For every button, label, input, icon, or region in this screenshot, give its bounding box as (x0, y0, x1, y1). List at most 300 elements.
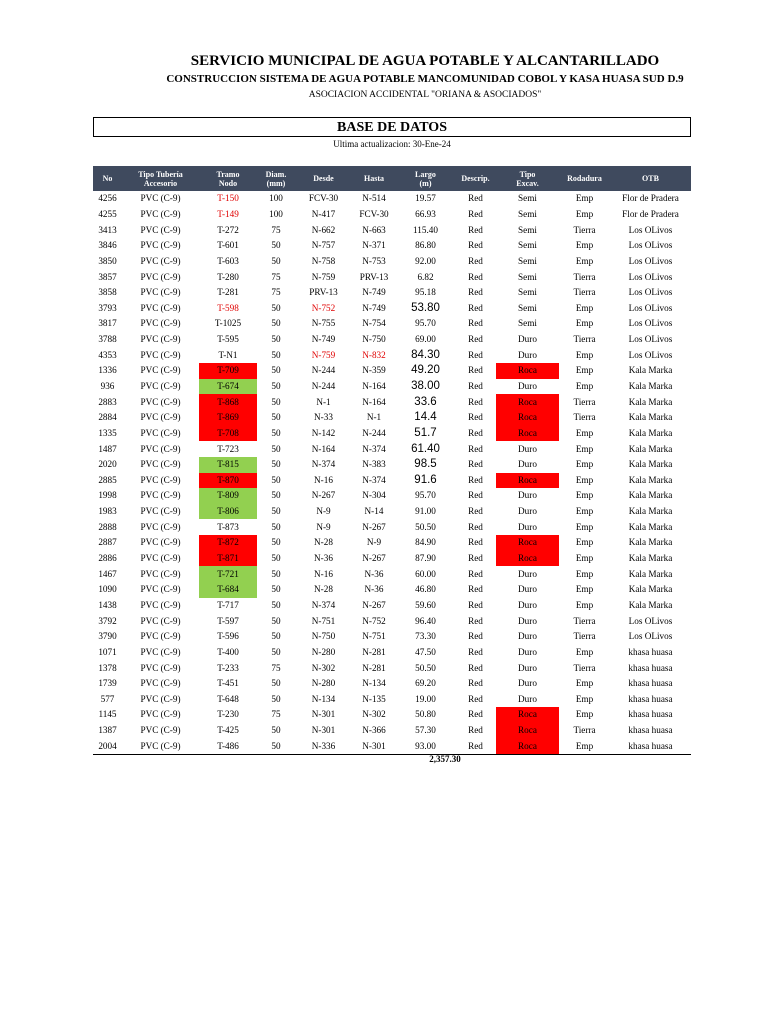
to-node-cell: N-514 (362, 193, 386, 204)
pipe-type-cell: PVC (C-9) (140, 240, 181, 251)
length-cell: 84.30 (411, 348, 440, 361)
surface-type-cell: Emp (575, 443, 594, 454)
length-cell: 98.5 (414, 458, 437, 471)
to-node-cell: N-752 (362, 615, 386, 626)
from-node-cell: N-1 (316, 396, 331, 407)
otb-cell: khasa huasa (628, 662, 673, 673)
otb-cell: Kala Marka (628, 521, 673, 532)
surface-type-cell: Emp (575, 693, 594, 704)
length-cell: 96.40 (415, 615, 436, 626)
from-node-cell: N-336 (295, 738, 352, 754)
diameter-cell: 50 (271, 427, 281, 438)
length-cell: 6.82 (417, 271, 434, 282)
excavation-type-cell: Semi (518, 255, 537, 266)
segment-id-cell: T-603 (217, 255, 239, 266)
from-node-cell: N-33 (314, 412, 333, 423)
diameter-cell: 50 (271, 302, 281, 313)
description-cell: Red (468, 506, 483, 517)
from-node-cell: N-142 (311, 427, 336, 438)
surface-type-cell: Emp (575, 255, 594, 266)
total-length: 2,357.30 (429, 754, 461, 764)
otb-cell: Los OLivos (628, 615, 673, 626)
segment-id-cell: T-873 (217, 521, 239, 532)
diameter-cell: 50 (271, 599, 281, 610)
from-node-cell: N-749 (311, 334, 336, 345)
length-cell: 69.20 (415, 678, 436, 689)
from-node-cell: N-280 (311, 678, 336, 689)
description-cell: Red (468, 255, 483, 266)
description-cell: Red (468, 208, 483, 219)
length-cell: 73.30 (415, 631, 436, 642)
surface-type-cell: Emp (575, 459, 594, 470)
from-node-cell: N-374 (311, 459, 336, 470)
from-node-cell: N-755 (311, 318, 336, 329)
surface-type-cell: Emp (575, 646, 594, 657)
diameter-cell: 50 (271, 349, 281, 360)
surface-type-cell: Tierra (573, 287, 596, 298)
from-node-cell: N-750 (311, 631, 336, 642)
otb-cell: khasa huasa (628, 693, 673, 704)
from-node-cell: N-16 (314, 568, 333, 579)
table-row (93, 363, 691, 379)
from-node-cell: N-752 (311, 302, 336, 313)
excavation-type-cell: Semi (518, 318, 537, 329)
excavation-type-cell: Duro (518, 459, 537, 470)
description-cell: Red (468, 334, 483, 345)
row-number-cell: 577 (100, 693, 115, 704)
surface-type-cell: Emp (575, 490, 594, 501)
row-number-cell: 3790 (98, 631, 117, 642)
otb-cell: Los OLivos (628, 302, 673, 313)
diameter-cell: 50 (271, 459, 281, 470)
table-row (93, 379, 691, 395)
from-node-cell: N-9 (316, 521, 331, 532)
surface-type-cell: Emp (575, 553, 594, 564)
length-cell: 95.70 (415, 318, 436, 329)
to-node-cell: N-359 (362, 365, 386, 376)
diameter-cell: 75 (271, 662, 281, 673)
diameter-cell: 50 (271, 443, 281, 454)
from-node-cell: N-751 (311, 615, 336, 626)
excavation-type-cell: Duro (518, 349, 537, 360)
table-row (93, 551, 691, 567)
length-cell: 91.6 (414, 473, 437, 486)
pipe-type-cell: PVC (C-9) (140, 553, 181, 564)
otb-cell: Los OLivos (628, 287, 673, 298)
segment-id-cell: T-595 (217, 334, 239, 345)
diameter-cell: 50 (271, 615, 281, 626)
description-cell: Red (468, 725, 483, 736)
surface-type-cell: Emp (575, 599, 594, 610)
description-cell: Red (468, 443, 483, 454)
description-cell: Red (468, 537, 483, 548)
last-updated: Ultima actualizacion: 30-Ene-24 (333, 139, 451, 149)
otb-cell: Kala Marka (628, 506, 673, 517)
to-node-cell: N-267 (362, 553, 386, 564)
segment-id-cell: T-N1 (218, 349, 238, 360)
table-row (93, 676, 691, 692)
otb-cell: Kala Marka (628, 365, 673, 376)
row-number-cell: 3858 (98, 287, 117, 298)
length-cell: 60.00 (415, 568, 436, 579)
surface-type-cell: Emp (575, 240, 594, 251)
surface-type-cell: Tierra (573, 662, 596, 673)
diameter-cell: 75 (271, 709, 281, 720)
table-row (93, 535, 691, 551)
segment-id-cell: T-149 (217, 208, 239, 219)
length-cell: 50.50 (415, 662, 436, 673)
pipe-type-cell: PVC (C-9) (140, 443, 181, 454)
to-node-cell: N-302 (362, 709, 386, 720)
description-cell: Red (468, 490, 483, 501)
length-cell: 19.00 (415, 693, 436, 704)
length-cell: 86.80 (415, 240, 436, 251)
from-node-cell: PRV-13 (309, 287, 338, 298)
pipe-database-table (93, 166, 691, 755)
row-number-cell: 1145 (98, 709, 117, 720)
length-cell: 91.00 (415, 506, 436, 517)
segment-id-cell: T-708 (199, 426, 257, 442)
to-node-cell: N-304 (362, 490, 386, 501)
to-node-cell: N-281 (362, 662, 386, 673)
description-cell: Red (468, 459, 483, 470)
otb-cell: Los OLivos (628, 255, 673, 266)
length-cell: 50.80 (415, 709, 436, 720)
table-row (93, 692, 691, 708)
row-number-cell: 3857 (98, 271, 117, 282)
length-cell: 61.40 (411, 442, 440, 455)
pipe-type-cell: PVC (C-9) (140, 709, 181, 720)
diameter-cell: 50 (271, 521, 281, 532)
col-no-header: No (93, 166, 122, 191)
row-number-cell: 3817 (98, 318, 117, 329)
segment-id-cell: T-597 (217, 615, 239, 626)
excavation-type-cell: Roca (496, 363, 559, 379)
pipe-type-cell: PVC (C-9) (140, 537, 181, 548)
row-number-cell: 3846 (98, 240, 117, 251)
diameter-cell: 50 (271, 646, 281, 657)
diameter-cell: 50 (271, 631, 281, 642)
from-node-cell: N-28 (314, 584, 333, 595)
table-row (93, 566, 691, 582)
excavation-type-cell: Duro (518, 584, 537, 595)
pipe-type-cell: PVC (C-9) (122, 738, 199, 754)
diameter-cell: 50 (271, 537, 281, 548)
diameter-cell: 75 (271, 287, 281, 298)
excavation-type-cell: Roca (496, 473, 559, 489)
to-node-cell: N-374 (362, 474, 386, 485)
otb-cell: khasa huasa (610, 738, 691, 754)
table-row (93, 738, 691, 754)
to-node-cell: N-36 (364, 584, 384, 595)
pipe-type-cell: PVC (C-9) (140, 459, 181, 470)
from-node-cell: N-134 (311, 693, 336, 704)
to-node-cell: N-751 (362, 631, 386, 642)
from-node-cell: N-244 (311, 381, 336, 391)
table-row (93, 347, 691, 363)
surface-type-cell: Emp (575, 349, 594, 360)
pipe-type-cell: PVC (C-9) (140, 396, 181, 407)
segment-id-cell: T-871 (199, 551, 257, 567)
segment-id-cell: T-281 (217, 287, 239, 298)
length-cell: 66.93 (415, 208, 436, 219)
excavation-type-cell: Duro (518, 490, 537, 501)
description-cell: Red (468, 662, 483, 673)
length-cell: 57.30 (415, 725, 436, 736)
segment-id-cell: T-709 (199, 363, 257, 379)
col-excav-header: Tipo Excav. (496, 166, 559, 191)
table-row (93, 300, 691, 316)
description-cell: Red (468, 412, 483, 423)
table-row (93, 254, 691, 270)
segment-id-cell: T-723 (217, 443, 239, 454)
to-node-cell: N-749 (362, 302, 386, 313)
col-descrip-header: Descrip. (455, 166, 496, 191)
pipe-type-cell: PVC (C-9) (140, 412, 181, 423)
row-number-cell: 936 (100, 381, 115, 391)
pipe-type-cell: PVC (C-9) (140, 474, 181, 485)
excavation-type-cell: Roca (496, 535, 559, 551)
length-cell: 87.90 (415, 553, 436, 564)
surface-type-cell: Emp (575, 678, 594, 689)
segment-id-cell: T-806 (199, 504, 257, 520)
to-node-cell: N-371 (362, 240, 386, 251)
row-number-cell: 1438 (98, 599, 117, 610)
length-cell: 38.00 (411, 380, 440, 392)
pipe-type-cell: PVC (C-9) (140, 287, 181, 298)
description-cell: Red (468, 381, 483, 391)
excavation-type-cell: Semi (518, 208, 537, 219)
diameter-cell: 50 (271, 240, 281, 251)
row-number-cell: 4255 (98, 208, 117, 219)
row-number-cell: 1487 (98, 443, 117, 454)
to-node-cell: FCV-30 (359, 208, 389, 219)
from-node-cell: N-758 (311, 255, 336, 266)
otb-cell: Kala Marka (628, 490, 673, 501)
from-node-cell: N-374 (311, 599, 336, 610)
surface-type-cell: Tierra (573, 412, 596, 423)
to-node-cell: N-9 (366, 537, 382, 548)
otb-cell: Kala Marka (628, 381, 673, 391)
segment-id-cell: T-721 (199, 566, 257, 582)
diameter-cell: 50 (271, 381, 281, 391)
excavation-type-cell: Duro (518, 615, 537, 626)
from-node-cell: FCV-30 (308, 193, 339, 204)
pipe-type-cell: PVC (C-9) (140, 208, 181, 219)
segment-id-cell: T-601 (217, 240, 239, 251)
col-otb-header: OTB (610, 166, 691, 191)
excavation-type-cell: Duro (518, 678, 537, 689)
col-tramo-header: Tramo Nodo (199, 166, 257, 191)
length-cell: 47.50 (415, 646, 436, 657)
description-cell: Red (468, 709, 483, 720)
from-node-cell: N-759 (311, 349, 336, 360)
table-row (93, 394, 691, 410)
segment-id-cell: T-596 (217, 631, 239, 642)
col-largo-header: Largo (m) (396, 166, 455, 191)
excavation-type-cell: Roca (496, 723, 559, 739)
diameter-cell: 100 (269, 208, 283, 219)
from-node-cell: N-417 (311, 208, 336, 219)
surface-type-cell: Emp (575, 568, 594, 579)
to-node-cell: N-301 (352, 738, 396, 754)
row-number-cell: 2885 (98, 474, 117, 485)
length-cell: 84.90 (415, 537, 436, 548)
table-row (93, 457, 691, 473)
table-row (93, 723, 691, 739)
excavation-type-cell: Duro (518, 334, 537, 345)
diameter-cell: 50 (271, 584, 281, 595)
excavation-type-cell: Duro (518, 443, 537, 454)
to-node-cell: N-832 (362, 349, 386, 360)
to-node-cell: N-14 (364, 506, 384, 517)
excavation-type-cell: Semi (518, 193, 537, 204)
length-cell: 53.80 (411, 301, 440, 314)
diameter-cell: 50 (271, 412, 281, 423)
row-number-cell: 2887 (98, 537, 117, 548)
excavation-type-cell: Duro (518, 506, 537, 517)
excavation-type-cell: Roca (496, 707, 559, 723)
description-cell: Red (468, 287, 483, 298)
segment-id-cell: T-1025 (214, 318, 242, 329)
surface-type-cell: Emp (575, 381, 594, 391)
excavation-type-cell: Duro (518, 599, 537, 610)
table-row (93, 222, 691, 238)
pipe-type-cell: PVC (C-9) (140, 427, 181, 438)
description-cell: Red (468, 240, 483, 251)
surface-type-cell: Emp (575, 427, 594, 438)
segment-id-cell: T-233 (217, 662, 239, 673)
segment-id-cell: T-280 (217, 271, 239, 282)
description-cell: Red (468, 396, 483, 407)
pipe-type-cell: PVC (C-9) (140, 631, 181, 642)
table-row (93, 707, 691, 723)
diameter-cell: 50 (271, 725, 281, 736)
diameter-cell: 50 (271, 396, 281, 407)
database-title: BASE DE DATOS (93, 117, 691, 137)
diameter-cell: 50 (257, 738, 295, 754)
pipe-type-cell: PVC (C-9) (140, 693, 181, 704)
pipe-type-cell: PVC (C-9) (140, 193, 181, 204)
description-cell: Red (468, 365, 483, 376)
length-cell: 69.00 (415, 334, 436, 345)
otb-cell: Kala Marka (628, 412, 673, 423)
excavation-type-cell: Duro (518, 646, 537, 657)
length-cell: 14.4 (414, 411, 437, 424)
otb-cell: Los OLivos (628, 240, 673, 251)
to-node-cell: N-1 (366, 412, 382, 423)
to-node-cell: PRV-13 (359, 271, 389, 282)
row-number-cell: 1336 (98, 365, 117, 376)
length-cell: 95.70 (415, 490, 436, 501)
length-cell: 115.40 (413, 224, 438, 235)
excavation-type-cell: Duro (518, 631, 537, 642)
otb-cell: Los OLivos (628, 631, 673, 642)
to-node-cell: N-753 (362, 255, 386, 266)
otb-cell: Kala Marka (628, 459, 673, 470)
col-hasta-header: Hasta (352, 166, 396, 191)
from-node-cell: N-28 (314, 537, 333, 548)
description-cell: Red (468, 193, 483, 204)
excavation-type-cell: Roca (496, 410, 559, 426)
description-cell: Red (455, 738, 496, 754)
diameter-cell: 50 (271, 490, 281, 501)
diameter-cell: 50 (271, 334, 281, 345)
table-row (93, 488, 691, 504)
to-node-cell: N-754 (362, 318, 386, 329)
from-node-cell: N-759 (311, 271, 336, 282)
row-number-cell: 1387 (98, 725, 117, 736)
segment-id-cell: T-648 (217, 693, 239, 704)
surface-type-cell: Emp (575, 537, 594, 548)
document-subtitle: CONSTRUCCION SISTEMA DE AGUA POTABLE MANCOMUNIDAD COBOL Y KASA HUASA SUD D.9 (166, 73, 684, 85)
from-node-cell: N-164 (311, 443, 336, 454)
length-cell: 51.7 (414, 426, 437, 439)
segment-id-cell: T-868 (199, 394, 257, 410)
length-cell: 33.6 (414, 395, 437, 408)
segment-id-cell: T-400 (217, 646, 239, 657)
surface-type-cell: Emp (575, 709, 594, 720)
pipe-type-cell: PVC (C-9) (140, 490, 181, 501)
pipe-type-cell: PVC (C-9) (140, 318, 181, 329)
description-cell: Red (468, 521, 483, 532)
row-number-cell: 2888 (98, 521, 117, 532)
table-row (93, 207, 691, 223)
from-node-cell: N-280 (311, 646, 336, 657)
description-cell: Red (468, 568, 483, 579)
row-number-cell: 3413 (98, 224, 117, 235)
excavation-type-cell: Duro (518, 693, 537, 704)
table-header-row (93, 166, 691, 191)
otb-cell: khasa huasa (628, 646, 673, 657)
description-cell: Red (468, 349, 483, 360)
table-row (93, 410, 691, 426)
diameter-cell: 50 (271, 693, 281, 704)
pipe-type-cell: PVC (C-9) (140, 334, 181, 345)
pipe-type-cell: PVC (C-9) (140, 521, 181, 532)
otb-cell: Los OLivos (628, 318, 673, 329)
pipe-type-cell: PVC (C-9) (140, 678, 181, 689)
to-node-cell: N-134 (362, 678, 386, 689)
pipe-type-cell: PVC (C-9) (140, 568, 181, 579)
excavation-type-cell: Duro (518, 662, 537, 673)
row-number-cell: 2883 (98, 396, 117, 407)
surface-type-cell: Emp (575, 302, 594, 313)
otb-cell: Los OLivos (628, 271, 673, 282)
excavation-type-cell: Duro (518, 381, 537, 391)
otb-cell: Kala Marka (628, 443, 673, 454)
otb-cell: Los OLivos (628, 224, 673, 235)
surface-type-cell: Tierra (573, 271, 596, 282)
from-node-cell: N-36 (314, 553, 333, 564)
segment-id-cell: T-598 (217, 302, 239, 313)
otb-cell: Kala Marka (628, 599, 673, 610)
surface-type-cell: Emp (575, 506, 594, 517)
document-title: SERVICIO MUNICIPAL DE AGUA POTABLE Y ALCANTARILLADO (190, 53, 660, 69)
table-row (93, 629, 691, 645)
segment-id-cell: T-872 (199, 535, 257, 551)
row-number-cell: 2884 (98, 412, 117, 423)
row-number-cell: 3788 (98, 334, 117, 345)
to-node-cell: N-750 (362, 334, 386, 345)
col-rodadura-header: Rodadura (559, 166, 610, 191)
col-diam-header: Diam. (mm) (257, 166, 295, 191)
table-row (93, 613, 691, 629)
excavation-type-cell: Semi (518, 302, 537, 313)
length-cell: 49.20 (411, 364, 440, 377)
description-cell: Red (468, 224, 483, 235)
description-cell: Red (468, 474, 483, 485)
